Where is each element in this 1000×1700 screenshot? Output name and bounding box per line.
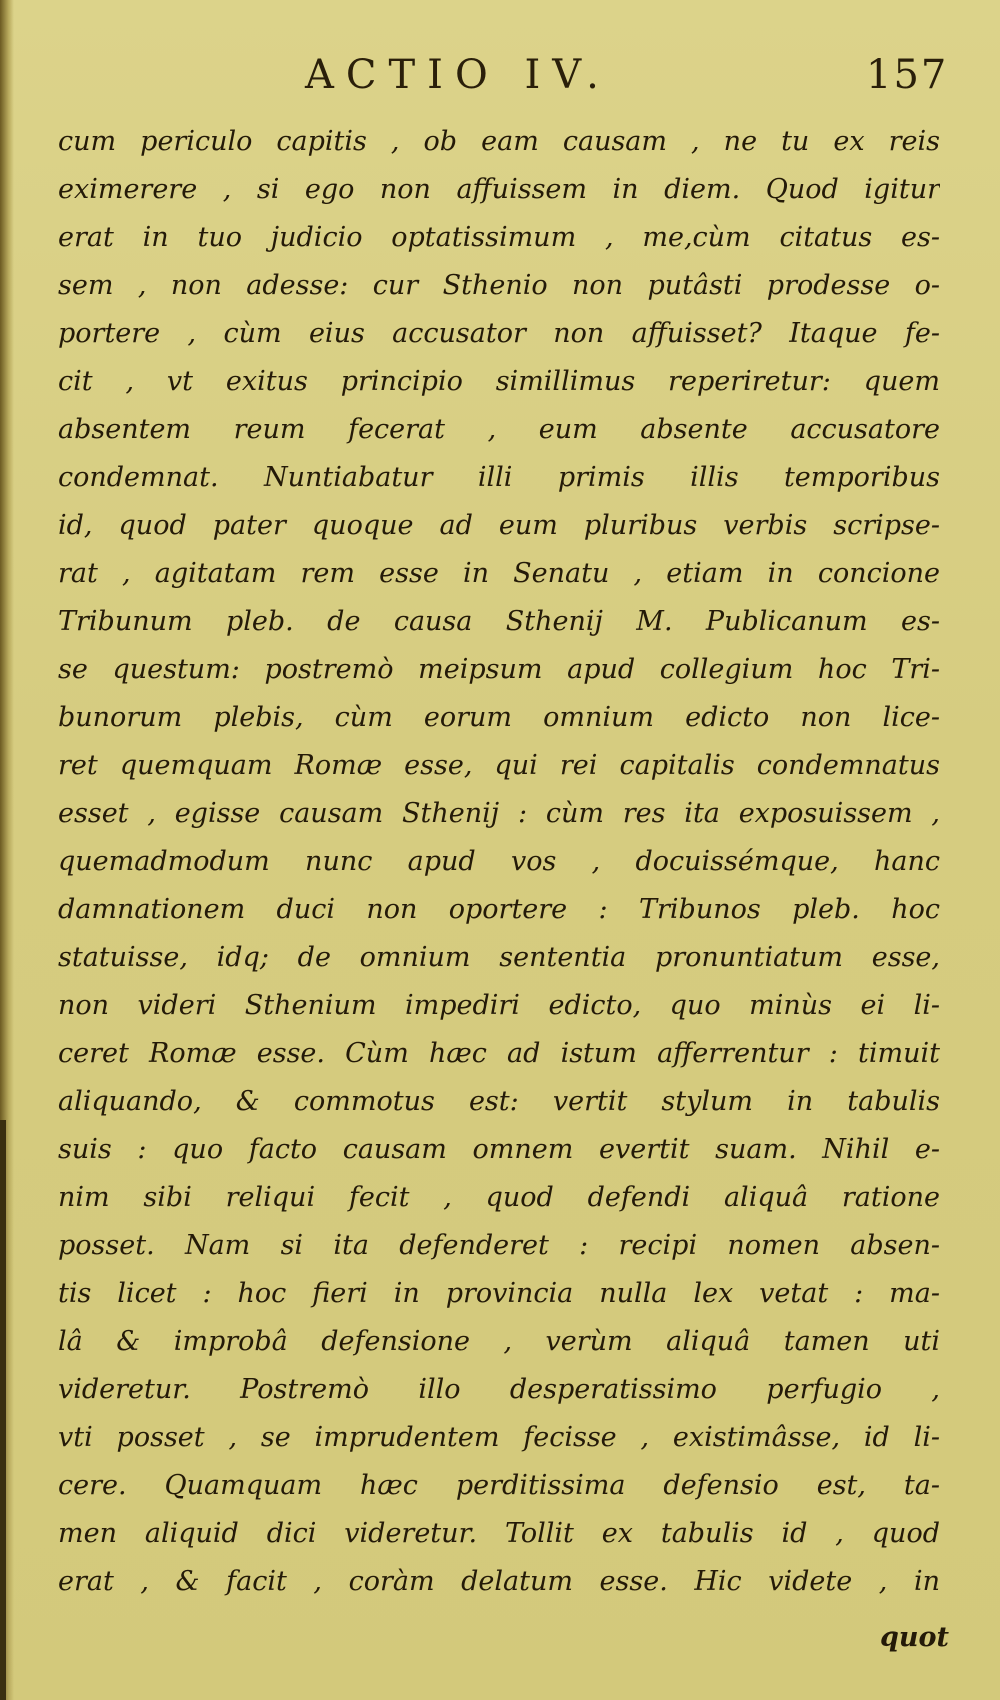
text-line: damnationem duci non oportere : Tribunos pleb. hoc	[58, 894, 940, 925]
text-line: cum periculo capitis , ob eam causam , ne tu ex reis	[58, 126, 940, 157]
text-line: bunorum plebis, cùm eorum omnium edicto non lice-	[58, 702, 940, 733]
text-line: esset , egisse causam Sthenij : cùm res ita exposuissem ,	[58, 798, 940, 829]
text-line: lâ & improbâ defensione , verùm aliquâ tamen uti	[58, 1326, 940, 1357]
body-text	[58, 118, 940, 1606]
text-line: se questum: postremò meipsum apud collegium hoc Tri-	[58, 654, 940, 685]
text-line: eximerere , si ego non affuissem in diem. Quod igitur	[58, 174, 940, 205]
text-line: quemadmodum nunc apud vos , docuissémque, hanc	[58, 846, 940, 877]
text-line: absentem reum fecerat , eum absente accusatore	[58, 414, 940, 445]
text-line: ret quemquam Romæ esse, qui rei capitalis condemnatus	[58, 750, 940, 781]
text-line: statuisse, idq; de omnium sententia pronuntiatum esse,	[58, 942, 940, 973]
text-line: posset. Nam si ita defenderet : recipi nomen absen-	[58, 1230, 940, 1261]
page-header	[0, 52, 1000, 112]
text-line: erat , & facit , coràm delatum esse. Hic videte , in	[58, 1566, 940, 1597]
text-line: ceret Romæ esse. Cùm hæc ad istum afferrentur : timuit	[58, 1038, 940, 1069]
text-line: non videri Sthenium impediri edicto, quo minùs ei li-	[58, 990, 940, 1021]
page-number: 157	[866, 52, 949, 98]
text-line: Tribunum pleb. de causa Sthenij M. Publicanum es-	[58, 606, 940, 637]
text-line: videretur. Postremò illo desperatissimo perfugio ,	[58, 1374, 940, 1405]
text-line: cere. Quamquam hæc perditissima defensio est, ta-	[58, 1470, 940, 1501]
text-line: tis licet : hoc fieri in provincia nulla lex vetat : ma-	[58, 1278, 940, 1309]
text-line: condemnat. Nuntiabatur illi primis illis temporibus	[58, 462, 940, 493]
text-line: nim sibi reliqui fecit , quod defendi aliquâ ratione	[58, 1182, 940, 1213]
text-line: erat in tuo judicio optatissimum , me,cùm citatus es-	[58, 222, 940, 253]
text-line: aliquando, & commotus est: vertit stylum in tabulis	[58, 1086, 940, 1117]
page-edge-dark	[0, 1120, 6, 1700]
text-line: sem , non adesse: cur Sthenio non putâsti prodesse o-	[58, 270, 940, 301]
text-line: id, quod pater quoque ad eum pluribus verbis scripse-	[58, 510, 940, 541]
text-line: rat , agitatam rem esse in Senatu , etiam in concione	[58, 558, 940, 589]
running-head: ACTIO IV.	[305, 52, 611, 98]
text-line: men aliquid dici videretur. Tollit ex tabulis id , quod	[58, 1518, 940, 1549]
text-line: suis : quo facto causam omnem evertit suam. Nihil e-	[58, 1134, 940, 1165]
text-line: cit , vt exitus principio simillimus reperiretur: quem	[58, 366, 940, 397]
catchword: quot	[880, 1622, 949, 1653]
text-line: vti posset , se imprudentem fecisse , existimâsse, id li-	[58, 1422, 940, 1453]
text-line: portere , cùm eius accusator non affuisset? Itaque fe-	[58, 318, 940, 349]
